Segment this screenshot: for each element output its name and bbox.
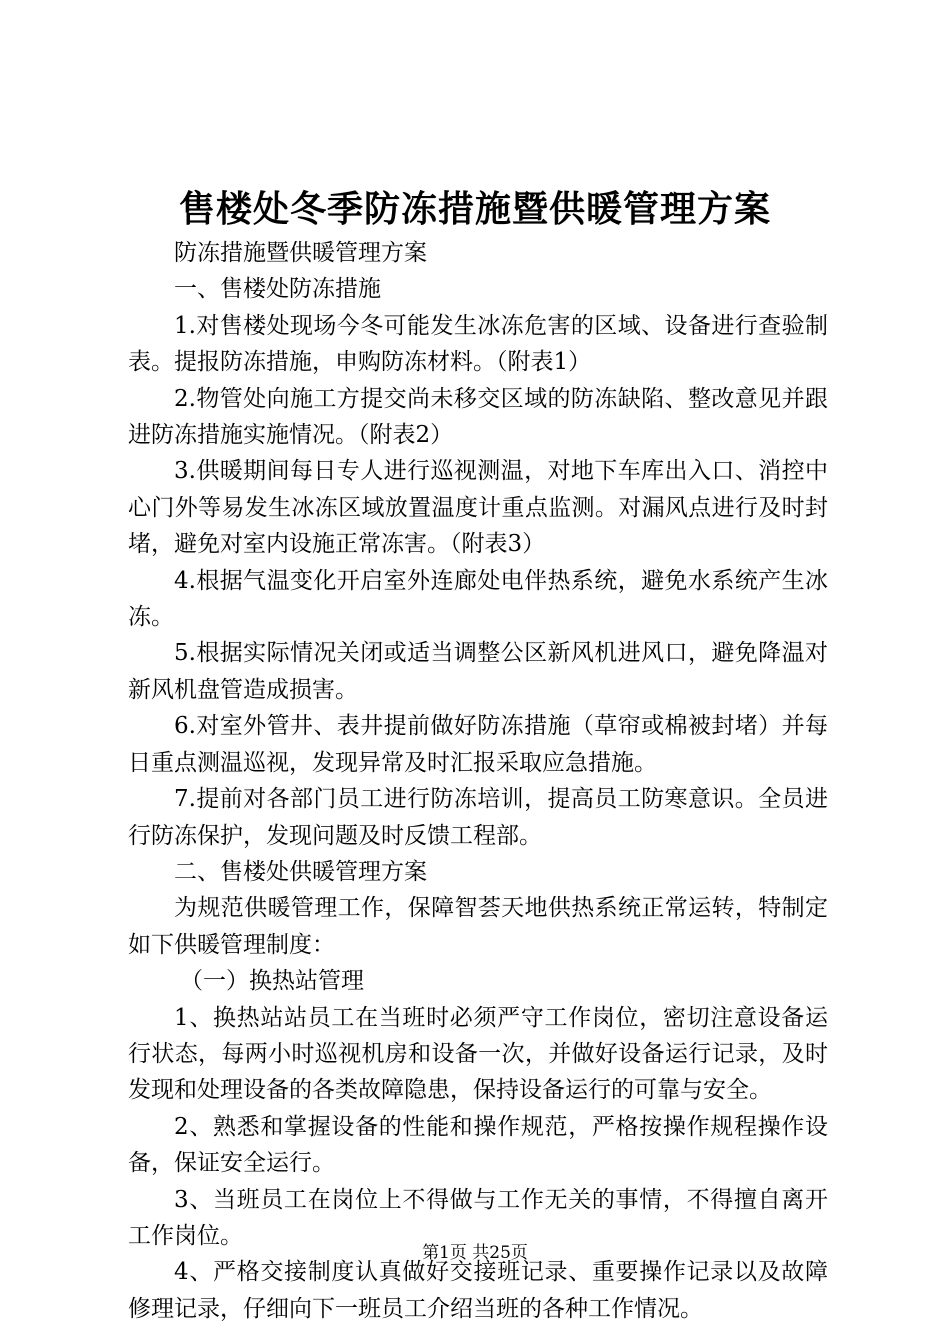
paragraph: 4、严格交接制度认真做好交接班记录、重要操作记录以及故障修理记录，仔细向下一班员工介绍当班的各种工作情况。 [128, 1259, 828, 1322]
paragraph: 2.物管处向施工方提交尚未移交区域的防冻缺陷、整改意见并跟进防冻措施实施情况。（附表2） [128, 385, 828, 449]
paragraph: 3.供暖期间每日专人进行巡视测温，对地下车库出入口、消控中心门外等易发生冰冻区域放置温度计重点监测。对漏风点进行及时封堵，避免对室内设施正常冻害。（附表3） [128, 458, 828, 558]
document-body [128, 235, 828, 1327]
paragraph: 防冻措施暨供暖管理方案 [174, 240, 427, 266]
paragraph: 为规范供暖管理工作，保障智荟天地供热系统正常运转，特制定如下供暖管理制度： [128, 895, 828, 958]
paragraph: 6.对室外管井、表井提前做好防冻措施（草帘或棉被封堵）并每日重点测温巡视，发现异常及时汇报采取应急措施。 [128, 713, 828, 776]
subsection-heading: （一）换热站管理 [180, 968, 364, 995]
paragraph: 3、当班员工在岗位上不得做与工作无关的事情，不得擅自离开工作岗位。 [128, 1186, 828, 1249]
paragraph: 2、熟悉和掌握设备的性能和操作规范，严格按操作规程操作设备，保证安全运行。 [128, 1113, 828, 1177]
paragraph: 4.根据气温变化开启室外连廊处电伴热系统，避免水系统产生冰冻。 [128, 567, 828, 631]
paragraph: 1.对售楼处现场今冬可能发生冰冻危害的区域、设备进行查验制表。提报防冻措施，申购防冻材料。（附表1） [128, 312, 828, 376]
section-heading: 一、售楼处防冻措施 [174, 276, 381, 303]
paragraph: 1、换热站站员工在当班时必须严守工作岗位，密切注意设备运行状态，每两小时巡视机房和设备一次，并做好设备运行记录，及时发现和处理设备的各类故障隐患，保持设备运行的可靠与安全。 [128, 1004, 828, 1104]
paragraph: 5.根据实际情况关闭或适当调整公区新风机进风口，避免降温对新风机盘管造成损害。 [128, 640, 828, 703]
page-footer: 第1页 共25页 [422, 1243, 528, 1263]
paragraph: 7.提前对各部门员工进行防冻培训，提高员工防寒意识。全员进行防冻保护，发现问题及时反馈工程部。 [128, 786, 828, 849]
section-heading: 二、售楼处供暖管理方案 [174, 858, 427, 885]
document-title: 售楼处冬季防冻措施暨供暖管理方案 [178, 188, 771, 230]
